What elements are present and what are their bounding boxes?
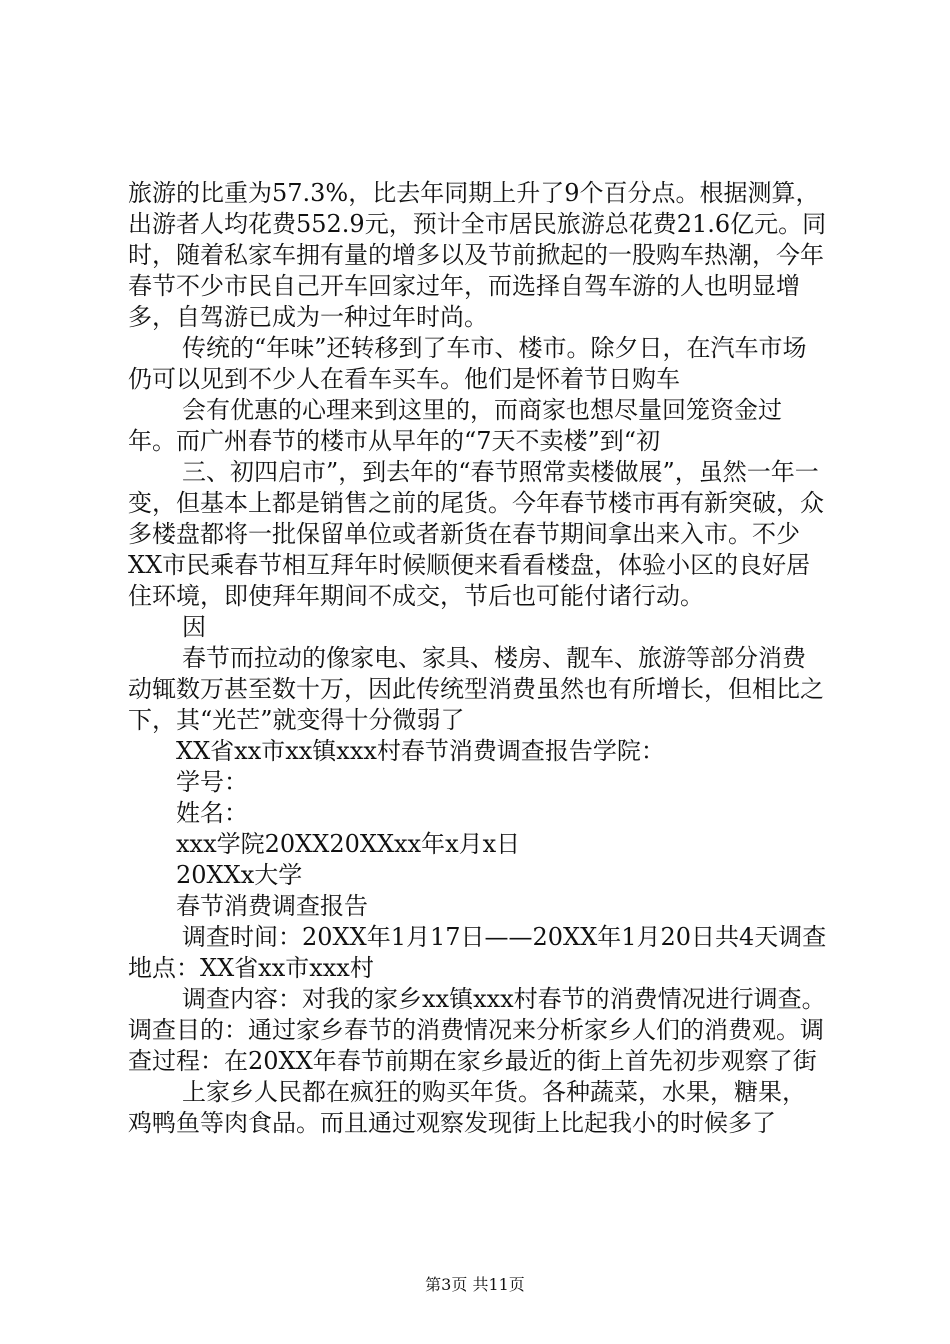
paragraph-consumption: 春节而拉动的像家电、家具、楼房、靓车、旅游等部分消费动辄数万甚至数十万，因此传统型消费虽然也有所增长，但相比之下，其“光芒”就变得十分微弱了	[128, 644, 824, 734]
name-label: 姓名：	[176, 799, 248, 827]
paragraph-discount: 会有优惠的心理来到这里的，而商家也想尽量回笼资金过年。而广州春节的楼市从早年的“7天不卖楼”到“初	[128, 396, 782, 455]
paragraph-travel-share: 旅游的比重为57.3%，比去年同期上升了9个百分点。根据测算，出游者人均花费552.9元，预计全市居民旅游总花费21.6亿元。同时，随着私家车拥有量的增多以及节前掀起的一股购车热潮，今年春节不少市民自己开车回家过年，而选择自驾车游的人也明显增多，自驾游已成为一种过年时尚。	[128, 179, 827, 331]
paragraph-new-year-shopping: 上家乡人民都在疯狂的购买年货。各种蔬菜，水果，糖果，鸡鸭鱼等肉食品。而且通过观察发现街上比起我小的时候多了	[128, 1078, 806, 1137]
survey-time-place: 调查时间：20XX年1月17日——20XX年1月20日共4天调查地点：XX省xx市xxx村	[128, 923, 827, 982]
report-title: 春节消费调查报告	[176, 892, 368, 920]
report-cover-title: XX省xx市xx镇xxx村春节消费调查报告学院：	[176, 737, 665, 765]
paragraph-because: 因	[182, 613, 206, 641]
paragraph-property-market: 三、初四启市”，到去年的“春节照常卖楼做展”，虽然一年一变，但基本上都是销售之前的尾货。今年春节楼市再有新突破，众多楼盘都将一批保留单位或者新货在春节期间拿出来入市。不少XX市民乘春节相互拜年时候顺便来看看楼盘，体验小区的良好居住环境，即使拜年期间不成交，节后也可能付诸行动。	[128, 458, 824, 610]
student-id-label: 学号：	[176, 768, 248, 796]
college-date: xxx学院20XX20XXxx年x月x日	[176, 830, 521, 858]
page-footer	[0, 1275, 950, 1295]
survey-content: 调查内容：对我的家乡xx镇xxx村春节的消费情况进行调查。调查目的：通过家乡春节的消费情况来分析家乡人们的消费观。调查过程：在20XX年春节前期在家乡最近的街上首先初步观察了街	[128, 985, 826, 1075]
body-text	[128, 178, 828, 1139]
university-name: 20XXx大学	[176, 861, 303, 889]
paragraph-car-market: 传统的“年味”还转移到了车市、楼市。除夕日，在汽车市场仍可以见到不少人在看车买车。他们是怀着节日购车	[128, 334, 807, 393]
page-number: 第3页 共11页	[425, 1275, 525, 1294]
